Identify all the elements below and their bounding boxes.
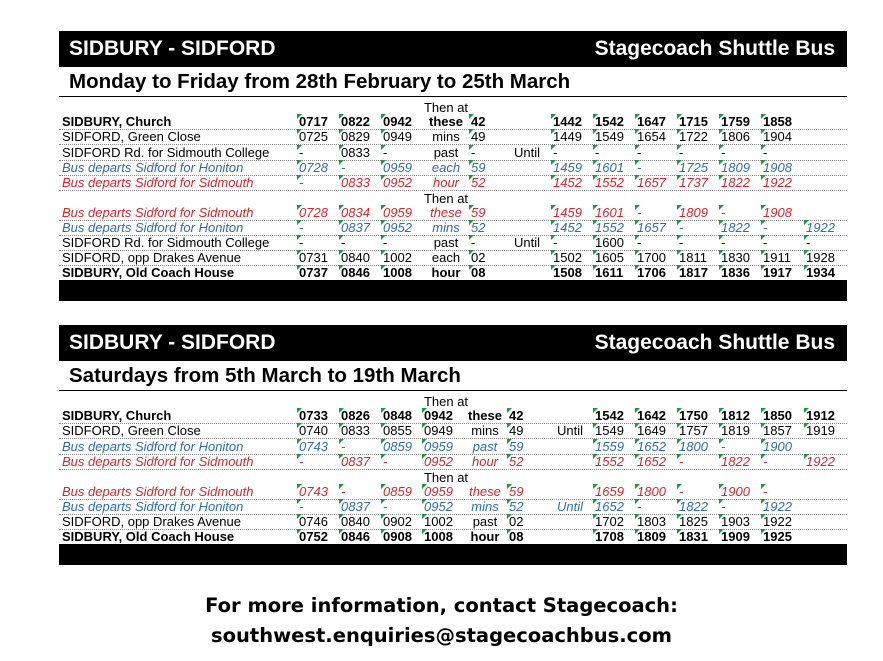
departure-time: 1452 bbox=[551, 220, 597, 235]
timetable-row bbox=[59, 250, 847, 266]
departure-time: - bbox=[469, 235, 515, 250]
departure-time: 0952 bbox=[381, 175, 427, 190]
departure-time: 0833 bbox=[339, 175, 385, 190]
departure-time: 1652 bbox=[635, 454, 681, 469]
departure-time: 1922 bbox=[761, 499, 807, 514]
frequency-text: each bbox=[431, 250, 461, 265]
frequency-text: these bbox=[468, 408, 502, 423]
departure-time: 0846 bbox=[339, 529, 385, 544]
then-at-label: Then at bbox=[423, 470, 469, 485]
departure-time: 0822 bbox=[339, 114, 385, 129]
stop-name: Bus departs Sidford for Honiton bbox=[62, 220, 244, 235]
departure-time: 1652 bbox=[635, 439, 681, 454]
departure-time: 1442 bbox=[551, 114, 597, 129]
departure-time: 1722 bbox=[677, 129, 723, 144]
departure-time: 0949 bbox=[422, 423, 468, 438]
frequency-text: mins bbox=[471, 499, 499, 514]
departure-time: 42 bbox=[507, 408, 553, 423]
departure-time: 1542 bbox=[593, 408, 639, 423]
departure-time: - bbox=[635, 499, 681, 514]
departure-time: 1911 bbox=[761, 250, 807, 265]
frequency-text: mins bbox=[432, 129, 460, 144]
departure-time: 1706 bbox=[635, 265, 681, 280]
timetable-row bbox=[59, 265, 847, 281]
departure-time: 02 bbox=[469, 250, 515, 265]
departure-time: 1917 bbox=[761, 265, 807, 280]
until-label: Until bbox=[557, 499, 584, 514]
departure-time: 1559 bbox=[593, 439, 639, 454]
departure-time: 52 bbox=[507, 454, 553, 469]
timetable-row bbox=[59, 514, 847, 530]
departure-time: - bbox=[339, 484, 385, 499]
departure-time: 0952 bbox=[381, 220, 427, 235]
departure-time: 1552 bbox=[593, 175, 639, 190]
departure-time: 59 bbox=[507, 439, 553, 454]
departure-time: 0728 bbox=[297, 160, 343, 175]
weekday-header-bar bbox=[59, 31, 847, 67]
departure-time: 08 bbox=[469, 265, 515, 280]
departure-time: 1700 bbox=[635, 250, 681, 265]
departure-time: 1904 bbox=[761, 129, 807, 144]
departure-time: 1819 bbox=[719, 423, 765, 438]
contact-email[interactable]: southwest.enquiries@stagecoachbus.com bbox=[211, 624, 672, 647]
departure-time: - bbox=[593, 145, 639, 160]
departure-time: - bbox=[677, 484, 723, 499]
departure-time: 1922 bbox=[761, 514, 807, 529]
departure-time: 0848 bbox=[381, 408, 427, 423]
departure-time: 1925 bbox=[761, 529, 807, 544]
departure-time: - bbox=[804, 235, 850, 250]
departure-time: 1459 bbox=[551, 205, 597, 220]
departure-time: 1552 bbox=[593, 454, 639, 469]
departure-time: 1903 bbox=[719, 514, 765, 529]
departure-time: - bbox=[381, 454, 427, 469]
departure-time: 1657 bbox=[635, 175, 681, 190]
departure-time: - bbox=[469, 145, 515, 160]
then-at-label: Then at bbox=[423, 394, 469, 409]
timetable-row bbox=[59, 205, 847, 221]
departure-time: 1459 bbox=[551, 160, 597, 175]
departure-time: 0840 bbox=[339, 250, 385, 265]
departure-time: - bbox=[761, 484, 807, 499]
departure-time: 08 bbox=[507, 529, 553, 544]
departure-time: 1830 bbox=[719, 250, 765, 265]
timetable-row bbox=[59, 439, 847, 455]
frequency-text: past bbox=[433, 235, 459, 250]
stop-name: SIDFORD, Green Close bbox=[62, 129, 201, 144]
departure-time: 59 bbox=[469, 205, 515, 220]
departure-time: - bbox=[635, 205, 681, 220]
departure-time: 1908 bbox=[761, 205, 807, 220]
stop-name: Bus departs Sidford for Sidmouth bbox=[62, 175, 254, 190]
departure-time: 1605 bbox=[593, 250, 639, 265]
departure-time: 1649 bbox=[635, 423, 681, 438]
departure-time: 1831 bbox=[677, 529, 723, 544]
departure-time: 1800 bbox=[635, 484, 681, 499]
departure-time: 1008 bbox=[422, 529, 468, 544]
departure-time: 0952 bbox=[422, 454, 468, 469]
timetable-row bbox=[59, 220, 847, 236]
timetable-row bbox=[59, 129, 847, 145]
departure-time: 1008 bbox=[381, 265, 427, 280]
departure-time: - bbox=[551, 235, 597, 250]
stop-name: SIDBURY, Old Coach House bbox=[62, 529, 235, 544]
departure-time: 1549 bbox=[593, 423, 639, 438]
departure-time: 1934 bbox=[804, 265, 850, 280]
departure-time: 0908 bbox=[381, 529, 427, 544]
frequency-text: mins bbox=[471, 423, 499, 438]
departure-time: 1502 bbox=[551, 250, 597, 265]
departure-time: 52 bbox=[469, 175, 515, 190]
timetable-row bbox=[59, 529, 847, 545]
departure-time: 1757 bbox=[677, 423, 723, 438]
stop-name: SIDFORD Rd. for Sidmouth College bbox=[62, 145, 270, 160]
frequency-text: hour bbox=[470, 529, 500, 544]
departure-time: 1803 bbox=[635, 514, 681, 529]
departure-time: 59 bbox=[507, 484, 553, 499]
weekday-timetable bbox=[59, 31, 847, 301]
departure-time: 1922 bbox=[804, 454, 850, 469]
departure-time: 1642 bbox=[635, 408, 681, 423]
saturday-timetable bbox=[59, 325, 847, 567]
departure-time: 1822 bbox=[719, 454, 765, 469]
departure-time: 0837 bbox=[339, 220, 385, 235]
departure-time: 1750 bbox=[677, 408, 723, 423]
departure-time: 0731 bbox=[297, 250, 343, 265]
departure-time: 0740 bbox=[297, 423, 343, 438]
stop-name: Bus departs Sidford for Honiton bbox=[62, 160, 244, 175]
departure-time: 1002 bbox=[422, 514, 468, 529]
departure-time: 0737 bbox=[297, 265, 343, 280]
weekday-subtitle: Monday to Friday from 28th February to 25th March bbox=[69, 70, 571, 93]
timetable-row bbox=[59, 160, 847, 176]
departure-time: 1737 bbox=[677, 175, 723, 190]
departure-time: - bbox=[381, 145, 427, 160]
departure-time: 1858 bbox=[761, 114, 807, 129]
departure-time: 1900 bbox=[761, 439, 807, 454]
departure-time: 1919 bbox=[804, 423, 850, 438]
frequency-text: hour bbox=[471, 454, 499, 469]
stop-name: SIDBURY, Church bbox=[62, 114, 172, 129]
departure-time: 0959 bbox=[381, 205, 427, 220]
departure-time: 49 bbox=[469, 129, 515, 144]
departure-time: - bbox=[297, 175, 343, 190]
departure-time: 1909 bbox=[719, 529, 765, 544]
departure-time: 0859 bbox=[381, 484, 427, 499]
departure-time: 1552 bbox=[593, 220, 639, 235]
departure-time: - bbox=[339, 160, 385, 175]
stop-name: SIDFORD, Green Close bbox=[62, 423, 201, 438]
section-footer-bar bbox=[59, 544, 847, 565]
stop-name: Bus departs Sidford for Honiton bbox=[62, 499, 244, 514]
departure-time: - bbox=[677, 235, 723, 250]
departure-time: 0959 bbox=[422, 484, 468, 499]
departure-time: 1654 bbox=[635, 129, 681, 144]
timetable-row bbox=[59, 423, 847, 439]
stop-name: SIDFORD Rd. for Sidmouth College bbox=[62, 235, 270, 250]
frequency-text: past bbox=[472, 514, 498, 529]
timetable-row bbox=[59, 499, 847, 515]
departure-time: 1809 bbox=[719, 160, 765, 175]
departure-time: 1912 bbox=[804, 408, 850, 423]
departure-time: 0952 bbox=[422, 499, 468, 514]
departure-time: 1725 bbox=[677, 160, 723, 175]
until-label: Until bbox=[514, 145, 541, 160]
departure-time: - bbox=[761, 235, 807, 250]
departure-time: - bbox=[761, 145, 807, 160]
operator-title: Stagecoach Shuttle Bus bbox=[594, 37, 835, 60]
departure-time: 0833 bbox=[339, 423, 385, 438]
frequency-text: these bbox=[469, 484, 501, 499]
departure-time: 1900 bbox=[719, 484, 765, 499]
departure-time: 1817 bbox=[677, 265, 723, 280]
departure-time: 0959 bbox=[381, 160, 427, 175]
departure-time: 0829 bbox=[339, 129, 385, 144]
departure-time: - bbox=[297, 235, 343, 250]
departure-time: - bbox=[297, 220, 343, 235]
departure-time: 1600 bbox=[593, 235, 639, 250]
departure-time: - bbox=[381, 499, 427, 514]
timetable-row bbox=[59, 408, 847, 424]
departure-time: 1809 bbox=[677, 205, 723, 220]
departure-time: 1908 bbox=[761, 160, 807, 175]
stop-name: SIDFORD, opp Drakes Avenue bbox=[62, 514, 241, 529]
departure-time: 1922 bbox=[804, 220, 850, 235]
until-label: Until bbox=[557, 423, 584, 438]
departure-time: 1659 bbox=[593, 484, 639, 499]
saturday-subtitle: Saturdays from 5th March to 19th March bbox=[69, 364, 461, 387]
departure-time: 1850 bbox=[761, 408, 807, 423]
departure-time: - bbox=[297, 454, 343, 469]
departure-time: 1452 bbox=[551, 175, 597, 190]
departure-time: 1002 bbox=[381, 250, 427, 265]
subtitle-divider bbox=[59, 390, 847, 391]
departure-time: - bbox=[719, 499, 765, 514]
departure-time: 1857 bbox=[761, 423, 807, 438]
departure-time: 52 bbox=[507, 499, 553, 514]
departure-time: 1657 bbox=[635, 220, 681, 235]
departure-time: 0837 bbox=[339, 454, 385, 469]
departure-time: 0833 bbox=[339, 145, 385, 160]
contact-line: For more information, contact Stagecoach: bbox=[205, 594, 678, 617]
departure-time: 0752 bbox=[297, 529, 343, 544]
departure-time: - bbox=[677, 454, 723, 469]
frequency-text: past bbox=[433, 145, 459, 160]
departure-time: 0826 bbox=[339, 408, 385, 423]
then-at-label: Then at bbox=[423, 191, 469, 206]
departure-time: 1812 bbox=[719, 408, 765, 423]
departure-time: 0725 bbox=[297, 129, 343, 144]
departure-time: 1822 bbox=[719, 175, 765, 190]
stop-name: SIDBURY, Church bbox=[62, 408, 172, 423]
departure-time: 1822 bbox=[719, 220, 765, 235]
departure-time: 0959 bbox=[422, 439, 468, 454]
departure-time: 1611 bbox=[593, 265, 639, 280]
departure-time: 0746 bbox=[297, 514, 343, 529]
departure-time: - bbox=[297, 145, 343, 160]
departure-time: - bbox=[381, 235, 427, 250]
departure-time: 1601 bbox=[593, 205, 639, 220]
departure-time: 1922 bbox=[761, 175, 807, 190]
departure-time: 0717 bbox=[297, 114, 343, 129]
departure-time: 0949 bbox=[381, 129, 427, 144]
departure-time: 49 bbox=[507, 423, 553, 438]
departure-time: 0840 bbox=[339, 514, 385, 529]
departure-time: 1715 bbox=[677, 114, 723, 129]
departure-time: 0837 bbox=[339, 499, 385, 514]
stop-name: Bus departs Sidford for Sidmouth bbox=[62, 205, 254, 220]
departure-time: - bbox=[635, 145, 681, 160]
frequency-text: hour bbox=[431, 265, 461, 280]
until-label: Until bbox=[514, 235, 541, 250]
departure-time: 0855 bbox=[381, 423, 427, 438]
departure-time: - bbox=[635, 160, 681, 175]
departure-time: 0942 bbox=[381, 114, 427, 129]
departure-time: 0846 bbox=[339, 265, 385, 280]
departure-time: 1702 bbox=[593, 514, 639, 529]
stop-name: Bus departs Sidford for Sidmouth bbox=[62, 484, 254, 499]
departure-time: 1601 bbox=[593, 160, 639, 175]
saturday-header-bar bbox=[59, 325, 847, 361]
route-title: SIDBURY - SIDFORD bbox=[69, 37, 276, 60]
then-at-label: Then at bbox=[423, 100, 469, 115]
departure-time: 1809 bbox=[635, 529, 681, 544]
departure-time: - bbox=[677, 220, 723, 235]
frequency-text: these bbox=[429, 114, 463, 129]
departure-time: - bbox=[719, 439, 765, 454]
departure-time: 0942 bbox=[422, 408, 468, 423]
departure-time: - bbox=[677, 145, 723, 160]
departure-time: - bbox=[635, 235, 681, 250]
departure-time: 1822 bbox=[677, 499, 723, 514]
departure-time: 42 bbox=[469, 114, 515, 129]
departure-time: 1708 bbox=[593, 529, 639, 544]
frequency-text: past bbox=[472, 439, 498, 454]
departure-time: - bbox=[551, 145, 597, 160]
operator-title: Stagecoach Shuttle Bus bbox=[594, 331, 835, 354]
timetable-row bbox=[59, 454, 847, 470]
timetable-row bbox=[59, 114, 847, 130]
timetable-row bbox=[59, 235, 847, 251]
departure-time: 1449 bbox=[551, 129, 597, 144]
departure-time: 1647 bbox=[635, 114, 681, 129]
departure-time: 1836 bbox=[719, 265, 765, 280]
departure-time: 0859 bbox=[381, 439, 427, 454]
departure-time: 02 bbox=[507, 514, 553, 529]
timetable-row bbox=[59, 175, 847, 191]
departure-time: - bbox=[719, 145, 765, 160]
departure-time: - bbox=[339, 439, 385, 454]
departure-time: - bbox=[761, 454, 807, 469]
departure-time: 1759 bbox=[719, 114, 765, 129]
departure-time: 0728 bbox=[297, 205, 343, 220]
subtitle-divider bbox=[59, 96, 847, 97]
departure-time: 0834 bbox=[339, 205, 385, 220]
timetable-row bbox=[59, 484, 847, 500]
departure-time: 52 bbox=[469, 220, 515, 235]
stop-name: Bus departs Sidford for Honiton bbox=[62, 439, 244, 454]
frequency-text: these bbox=[430, 205, 462, 220]
departure-time: - bbox=[719, 235, 765, 250]
departure-time: 0743 bbox=[297, 439, 343, 454]
departure-time: 1811 bbox=[677, 250, 723, 265]
departure-time: 0733 bbox=[297, 408, 343, 423]
departure-time: 1800 bbox=[677, 439, 723, 454]
stop-name: SIDFORD, opp Drakes Avenue bbox=[62, 250, 241, 265]
timetable-row bbox=[59, 145, 847, 161]
departure-time: 59 bbox=[469, 160, 515, 175]
departure-time: 1825 bbox=[677, 514, 723, 529]
stop-name: Bus departs Sidford for Sidmouth bbox=[62, 454, 254, 469]
route-title: SIDBURY - SIDFORD bbox=[69, 331, 276, 354]
frequency-text: mins bbox=[432, 220, 460, 235]
departure-time: 1652 bbox=[593, 499, 639, 514]
departure-time: 1549 bbox=[593, 129, 639, 144]
section-footer-bar bbox=[59, 280, 847, 301]
departure-time: - bbox=[297, 499, 343, 514]
departure-time: 0743 bbox=[297, 484, 343, 499]
departure-time: 1806 bbox=[719, 129, 765, 144]
frequency-text: each bbox=[431, 160, 461, 175]
departure-time: 1542 bbox=[593, 114, 639, 129]
departure-time: 0902 bbox=[381, 514, 427, 529]
departure-time: - bbox=[761, 220, 807, 235]
departure-time: 1928 bbox=[804, 250, 850, 265]
departure-time: - bbox=[719, 205, 765, 220]
departure-time: 1508 bbox=[551, 265, 597, 280]
stop-name: SIDBURY, Old Coach House bbox=[62, 265, 235, 280]
frequency-text: hour bbox=[432, 175, 460, 190]
departure-time: - bbox=[339, 235, 385, 250]
